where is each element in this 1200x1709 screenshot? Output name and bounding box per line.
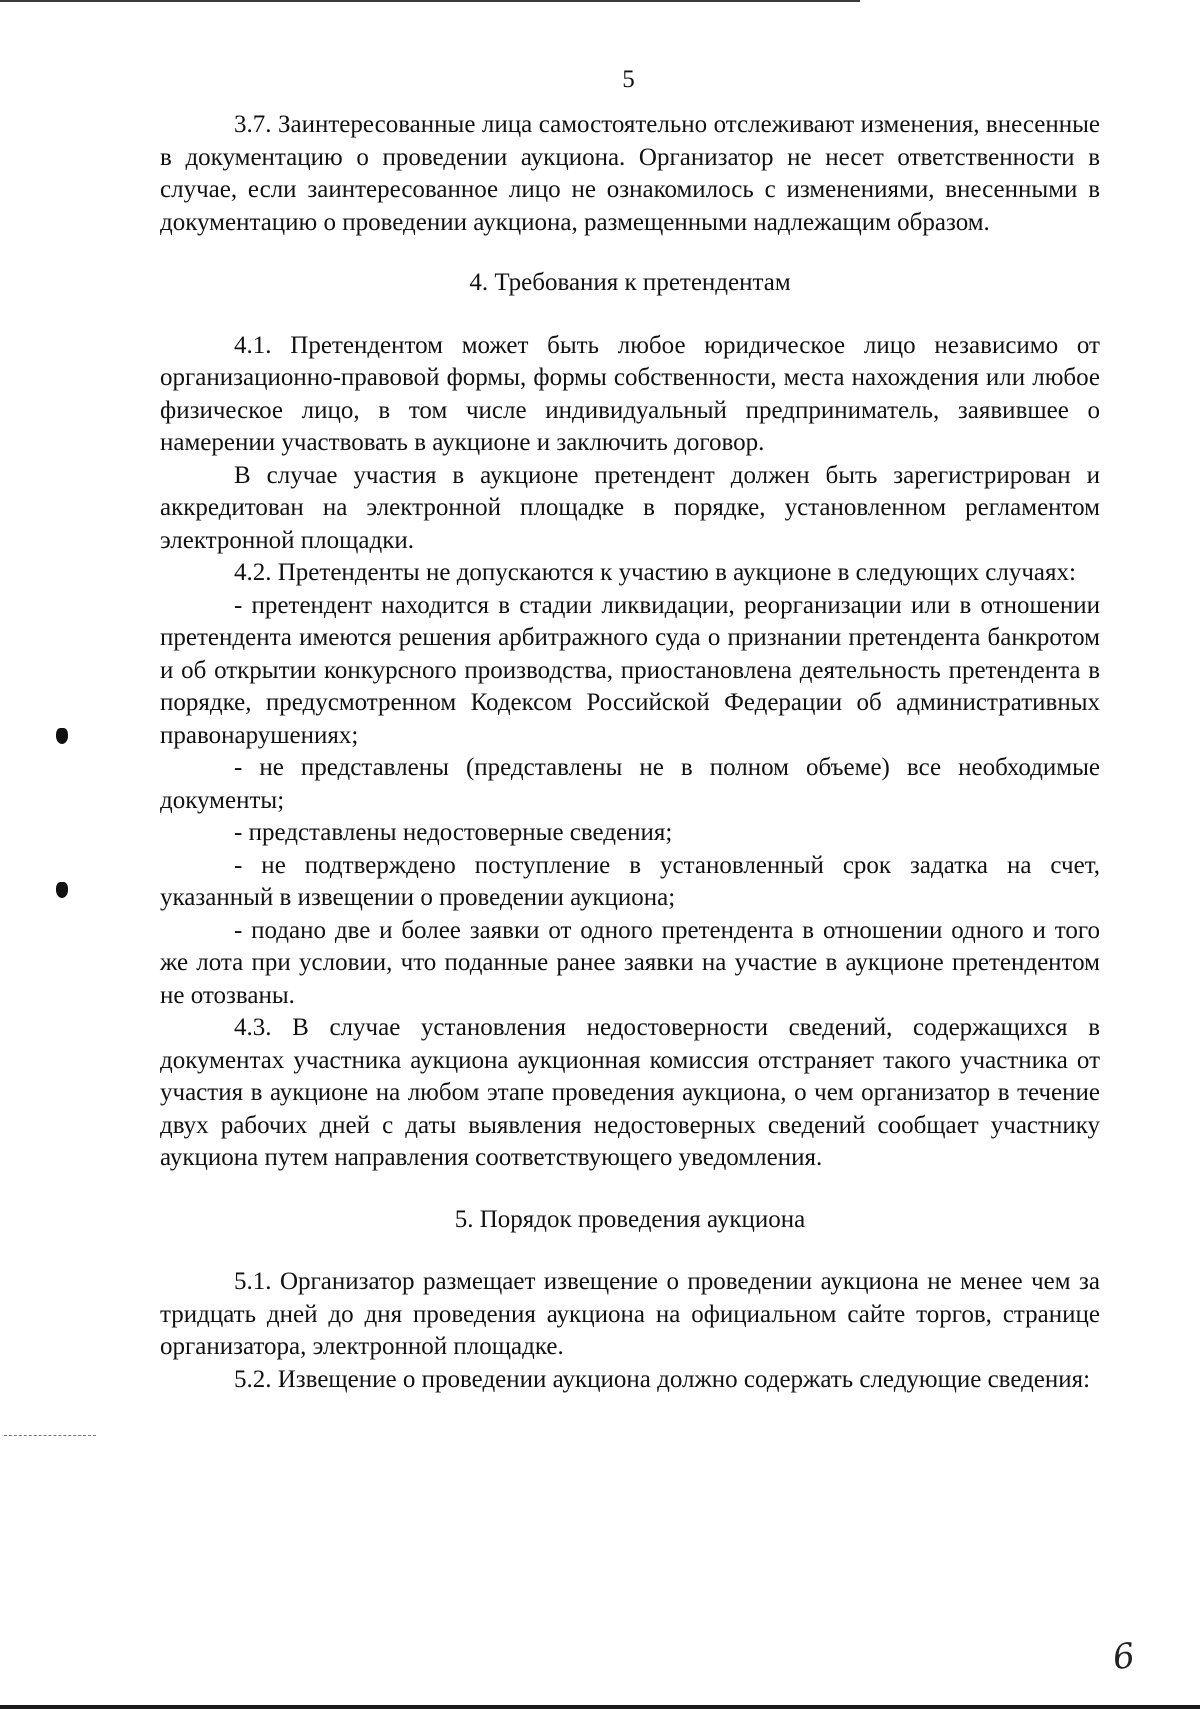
paragraph-4-1: 4.1. Претендентом может быть любое юридическое лицо независимо от организационно-правовой формы, формы собственности, места нахождения или любое физическое лицо, в том числе индивидуальный предприниматель, заявившее о намерении участвовать в аукционе и заключить договор.: [160, 331, 1100, 456]
paragraph-4-1-accreditation: В случае участия в аукционе претендент должен быть зарегистрирован и аккредитован на электронной площадке в порядке, установленном регламентом электронной площадки.: [160, 461, 1100, 554]
paragraph-5-1: 5.1. Организатор размещает извещение о проведении аукциона не менее чем за тридцать дней до дня проведения аукциона на официальном сайте торгов, странице организатора, электронной площадке.: [160, 1268, 1100, 1360]
scan-bottom-edge: [0, 1705, 1200, 1709]
paragraph-4-3: 4.3. В случае установления недостоверности сведений, содержащихся в документах участника аукциона аукционная комиссия отстраняет такого участника от участия в аукционе на любом этапе проведения аукциона, о чем организатор в течение двух рабочих дней с даты выявления недостоверных сведений сообщает участнику аукциона путем направления соответствующего уведомления.: [160, 1014, 1100, 1171]
list-item: - представлены недостоверные сведения;: [234, 819, 673, 846]
scan-artifact-line: [4, 1435, 96, 1436]
paragraph-4-2: 4.2. Претенденты не допускаются к участию в аукционе в следующих случаях:: [234, 559, 1076, 586]
binding-hole-mark: [56, 882, 68, 898]
section-heading-5: 5. Порядок проведения аукциона: [454, 1205, 806, 1233]
page-number: 5: [622, 66, 635, 93]
scan-top-edge: [0, 0, 860, 2]
document-body: [160, 109, 1100, 1396]
binding-hole-mark: [56, 728, 68, 744]
list-item: - не представлены (представлены не в полном объеме) все необходимые документы;: [160, 754, 1100, 814]
paragraph-5-2: 5.2. Извещение о проведении аукциона должно содержать следующие сведения:: [234, 1365, 1091, 1393]
list-item: - не подтверждено поступление в установленный срок задатка на счет, указанный в извещении о проведении аукциона;: [160, 851, 1100, 911]
handwritten-page-number: 6: [1110, 1635, 1138, 1679]
list-item: - подано две и более заявки от одного претендента в отношении одного и того же лота при условии, что поданные ранее заявки на участие в аукционе претендентом не отозваны.: [160, 916, 1100, 1009]
section-heading-4: 4. Требования к претендентам: [469, 269, 791, 296]
list-item: - претендент находится в стадии ликвидации, реорганизации или в отношении претендента имеются решения арбитражного суда о признании претендента банкротом и об открытии конкурсного производства, приостановлена деятельность претендента в порядке, предусмотренном Кодексом Российской Федерации об административных правонарушениях;: [160, 591, 1100, 749]
paragraph-3-7: 3.7. Заинтересованные лица самостоятельно отслеживают изменения, внесенные в документацию о проведении аукциона. Организатор не несет ответственности в случае, если заинтересованное лицо не ознакомилось с изменениями, внесенными в документацию о проведении аукциона, размещенными надлежащим образом.: [160, 111, 1100, 236]
